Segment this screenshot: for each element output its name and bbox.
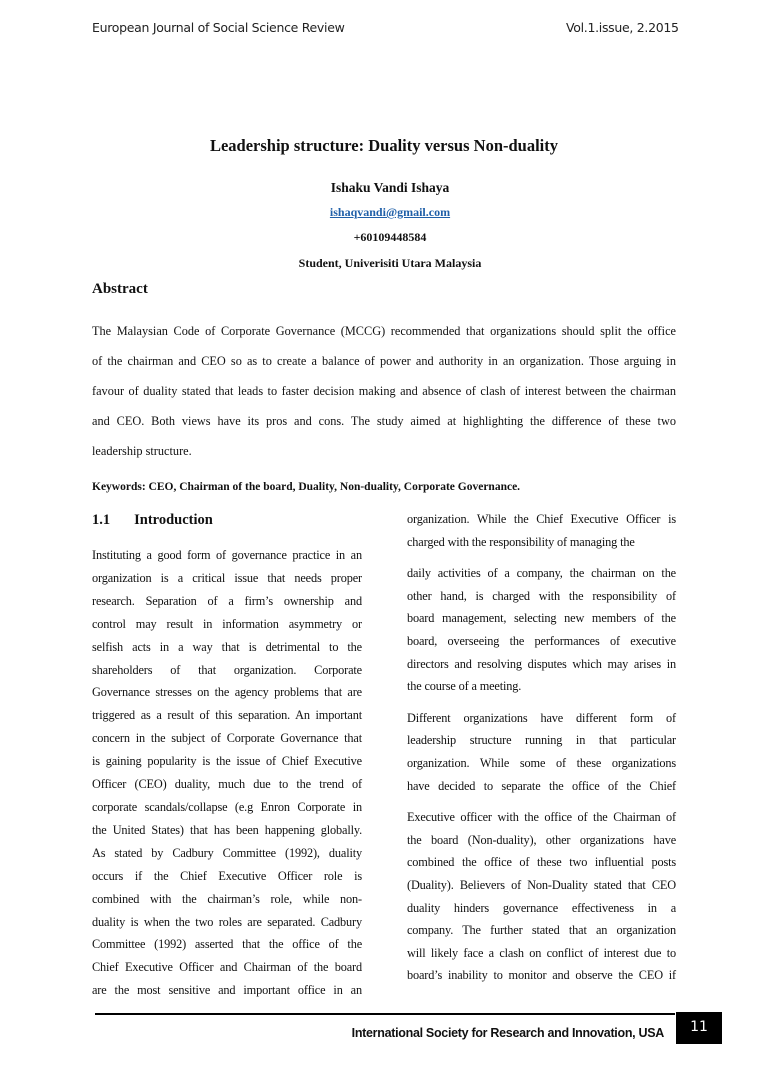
running-header-journal: European Journal of Social Science Review — [92, 20, 345, 35]
text-line: leadership structure. — [92, 443, 192, 458]
text-line: Governance stresses on the agency problems that are — [92, 685, 362, 700]
keywords: Keywords: CEO, Chairman of the board, Duality, Non-duality, Corporate Governance. — [92, 481, 521, 493]
text-line: triggered as a result of this separation. An important — [92, 708, 362, 723]
section-heading — [92, 512, 213, 529]
text-line: Chief Executive Officer and Chairman of the board — [92, 960, 362, 975]
text-line: the United States) that has been happening globally. — [92, 822, 362, 837]
paragraph — [407, 707, 676, 797]
author-email-link[interactable]: ishaqvandi@gmail.com — [329, 205, 451, 219]
text-line: directors and resolving disputes which may arises in — [407, 656, 676, 671]
text-line: Executive officer with the office of the Chairman of — [407, 810, 676, 825]
text-line: is gaining popularity is the issue of Chief Executive — [92, 754, 362, 769]
text-line: company. The further stated that an organization — [407, 923, 676, 938]
text-line: the board (Non-duality), other organizations have — [407, 832, 676, 847]
text-line: are the most sensitive and important office in an — [92, 983, 362, 998]
text-line: combined the office of these two influential posts — [407, 855, 676, 870]
author-phone: +60109448584 — [353, 230, 427, 244]
running-header-issue: Vol.1.issue, 2.2015 — [566, 20, 679, 35]
text-line: Instituting a good form of governance practice in an — [92, 548, 362, 562]
text-line: of the chairman and CEO so as to create a balance of power and authority in an organization. Those arguing in — [92, 353, 676, 368]
text-line: board, overseeing the performances of executive — [407, 633, 676, 648]
text-line: duality hinders governance effectiveness in a — [407, 900, 676, 915]
text-line: board’s inability to monitor and observe the CEO if — [407, 968, 676, 983]
section-number: 1.1 — [92, 512, 111, 528]
text-line: will likely face a clash on conflict of interest due to — [407, 945, 676, 960]
text-line: duality is when the two roles are separated. Cadbury — [92, 914, 362, 929]
page-number: 11 — [676, 1012, 722, 1044]
text-line: board management, selecting new members of the — [407, 611, 676, 626]
text-line: research. Separation of a firm’s ownership and — [92, 593, 362, 608]
text-line: As stated by Cadbury Committee (1992), duality — [92, 845, 362, 860]
text-line: combined with the chairman’s role, while non- — [92, 891, 362, 906]
text-line: The Malaysian Code of Corporate Governance (MCCG) recommended that organizations should split the office — [92, 324, 676, 338]
left-column — [92, 544, 362, 1002]
abstract-body — [92, 317, 676, 467]
text-line: Officer (CEO) duality, much due to the trend of — [92, 777, 362, 792]
text-line: have decided to separate the office of the Chief — [407, 778, 676, 793]
text-line: Committee (1992) asserted that the office of the — [92, 937, 362, 952]
paragraph — [407, 806, 676, 987]
text-line: corporate scandals/collapse (e.g Enron Corporate in — [92, 799, 362, 814]
text-line: leadership structure running in that particular — [407, 733, 676, 748]
text-line: charged with the responsibility of managing the — [407, 534, 635, 549]
right-column — [407, 508, 676, 987]
paragraph — [92, 317, 676, 467]
paragraph — [92, 544, 362, 1002]
text-line: selfish acts in a way that is detrimental to the — [92, 639, 362, 654]
text-line: organization. While the Chief Executive Officer is — [407, 512, 676, 526]
paragraph — [407, 562, 676, 698]
text-line: the course of a meeting. — [407, 679, 522, 694]
text-line: favour of duality stated that leads to faster decision making and absence of clash of interest between the chairman — [92, 383, 676, 398]
footer-rule — [95, 1013, 675, 1015]
paragraph — [407, 508, 676, 553]
text-line: occurs if the Chief Executive Officer role is — [92, 868, 362, 883]
paper-title: Leadership structure: Duality versus Non-duality — [209, 136, 559, 155]
text-line: Different organizations have different form of — [407, 710, 676, 725]
text-line: organization. While some of these organizations — [407, 755, 676, 770]
author-name: Ishaku Vandi Ishaya — [330, 180, 450, 195]
footer-publisher: International Society for Research and Innovation, USA — [351, 1026, 664, 1040]
text-line: daily activities of a company, the chairman on the — [407, 566, 676, 581]
text-line: organization is a critical issue that needs proper — [92, 570, 362, 585]
text-line: other hand, is charged with the responsibility of — [407, 588, 676, 603]
text-line: shareholders of that organization. Corporate — [92, 662, 362, 677]
text-line: concern in the subject of Corporate Governance that — [92, 731, 362, 746]
text-line: control may result in information asymmetry or — [92, 616, 362, 631]
abstract-heading: Abstract — [92, 281, 148, 297]
author-affiliation: Student, Univerisiti Utara Malaysia — [298, 256, 482, 270]
author-email-wrap — [6, 205, 768, 220]
section-title: Introduction — [134, 512, 213, 528]
text-line: and CEO. Both views have its pros and cons. The study aimed at highlighting the difference of these two — [92, 413, 676, 428]
text-line: (Duality). Believers of Non-Duality stated that CEO — [407, 877, 676, 892]
